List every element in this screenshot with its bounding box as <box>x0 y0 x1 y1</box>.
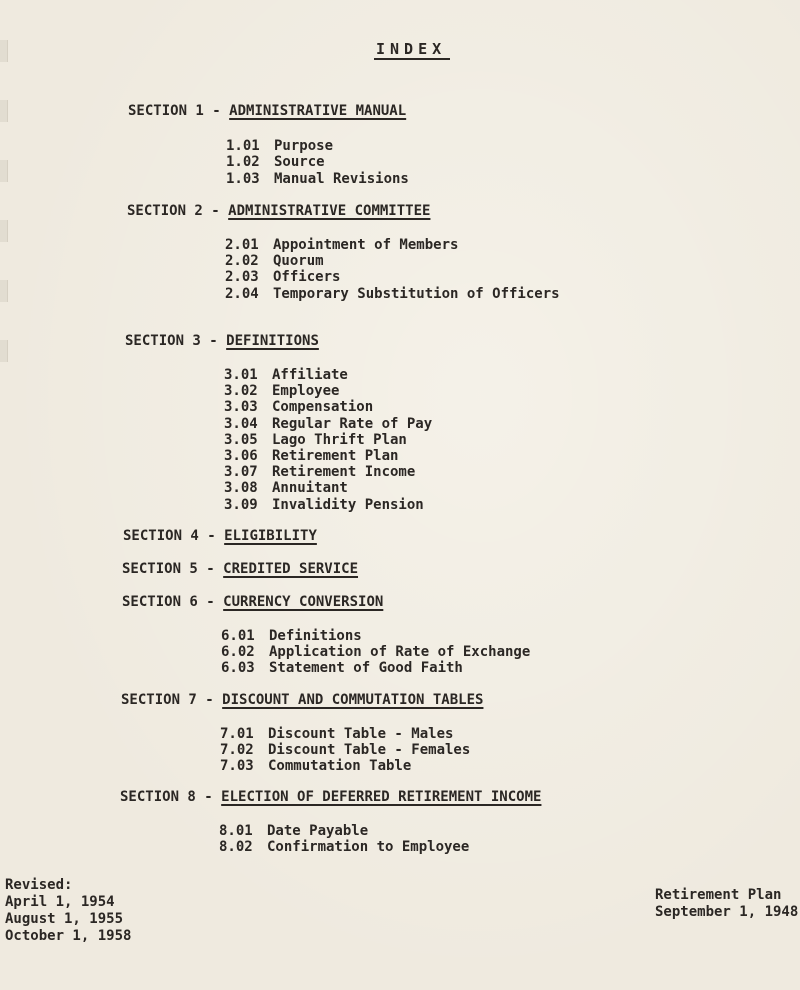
list-item <box>219 839 469 855</box>
item-text: Discount Table - Males <box>268 726 454 742</box>
item-number: 3.09 <box>224 497 258 513</box>
item-number: 8.01 <box>219 823 253 839</box>
list-item <box>225 269 340 285</box>
list-item <box>224 383 339 399</box>
list-item <box>220 726 453 742</box>
list-item <box>226 138 333 154</box>
item-text: Discount Table - Females <box>268 742 471 758</box>
list-item <box>225 237 458 253</box>
section-heading: CREDITED SERVICE <box>223 561 359 577</box>
binding-mark <box>0 160 8 182</box>
list-item <box>224 448 398 464</box>
list-item <box>220 742 470 758</box>
item-text: Appointment of Members <box>273 237 459 253</box>
item-number: 3.04 <box>224 416 258 432</box>
item-text: Lago Thrift Plan <box>272 432 407 448</box>
binding-mark <box>0 220 8 242</box>
list-item <box>225 286 560 302</box>
item-number: 7.01 <box>220 726 254 742</box>
item-text: Temporary Substitution of Officers <box>273 286 560 302</box>
item-text: Application of Rate of Exchange <box>269 644 531 660</box>
binding-mark <box>0 40 8 62</box>
list-item <box>221 644 530 660</box>
plan-footer <box>655 887 798 921</box>
item-text: Manual Revisions <box>274 171 409 187</box>
list-item <box>221 628 362 644</box>
binding-mark <box>0 340 8 362</box>
section-heading: DISCOUNT AND COMMUTATION TABLES <box>222 692 484 708</box>
item-number: 8.02 <box>219 839 253 855</box>
section-5 <box>122 561 358 577</box>
plan-date: September 1, 1948 <box>655 904 799 920</box>
section-1 <box>128 103 406 119</box>
list-item <box>221 660 463 676</box>
section-heading: ELECTION OF DEFERRED RETIREMENT INCOME <box>221 789 542 805</box>
list-item <box>224 464 415 480</box>
item-number: 3.03 <box>224 399 258 415</box>
section-heading: DEFINITIONS <box>226 333 319 349</box>
section-label: SECTION 5 - <box>122 561 215 577</box>
list-item <box>219 823 368 839</box>
list-item <box>220 758 411 774</box>
item-number: 3.02 <box>224 383 258 399</box>
item-text: Annuitant <box>272 480 348 496</box>
list-item <box>224 480 348 496</box>
section-7 <box>121 692 483 708</box>
item-number: 3.05 <box>224 432 258 448</box>
binding-mark <box>0 280 8 302</box>
item-number: 6.01 <box>221 628 255 644</box>
item-text: Retirement Plan <box>272 448 399 464</box>
section-label: SECTION 7 - <box>121 692 214 708</box>
item-number: 2.01 <box>225 237 259 253</box>
section-3 <box>125 333 319 349</box>
item-number: 1.02 <box>226 154 260 170</box>
revision-date: April 1, 1954 <box>5 894 115 910</box>
item-number: 2.04 <box>225 286 259 302</box>
list-item <box>224 497 424 513</box>
item-text: Confirmation to Employee <box>267 839 470 855</box>
revision-date: October 1, 1958 <box>5 928 132 944</box>
revision-date: August 1, 1955 <box>5 911 124 927</box>
revised-label: Revised: <box>5 877 73 893</box>
item-text: Quorum <box>273 253 324 269</box>
item-text: Retirement Income <box>272 464 416 480</box>
item-text: Date Payable <box>267 823 369 839</box>
item-number: 3.08 <box>224 480 258 496</box>
section-8 <box>120 789 541 805</box>
section-heading: ADMINISTRATIVE MANUAL <box>229 103 407 119</box>
item-text: Source <box>274 154 325 170</box>
item-number: 6.03 <box>221 660 255 676</box>
section-label: SECTION 3 - <box>125 333 218 349</box>
item-text: Officers <box>273 269 341 285</box>
list-item <box>224 367 348 383</box>
section-label: SECTION 4 - <box>123 528 216 544</box>
section-label: SECTION 8 - <box>120 789 213 805</box>
list-item <box>226 171 409 187</box>
list-item <box>224 399 373 415</box>
section-heading: ADMINISTRATIVE COMMITTEE <box>228 203 431 219</box>
section-heading: CURRENCY CONVERSION <box>223 594 384 610</box>
item-text: Definitions <box>269 628 362 644</box>
item-number: 3.06 <box>224 448 258 464</box>
item-text: Statement of Good Faith <box>269 660 463 676</box>
item-text: Commutation Table <box>268 758 412 774</box>
item-number: 1.03 <box>226 171 260 187</box>
item-text: Affiliate <box>272 367 348 383</box>
item-text: Employee <box>272 383 340 399</box>
list-item <box>225 253 324 269</box>
binding-mark <box>0 100 8 122</box>
item-text: Compensation <box>272 399 374 415</box>
section-label: SECTION 6 - <box>122 594 215 610</box>
section-heading: ELIGIBILITY <box>224 528 317 544</box>
item-number: 3.01 <box>224 367 258 383</box>
item-text: Invalidity Pension <box>272 497 424 513</box>
section-6 <box>122 594 383 610</box>
item-number: 3.07 <box>224 464 258 480</box>
item-number: 6.02 <box>221 644 255 660</box>
list-item <box>224 416 432 432</box>
item-number: 2.03 <box>225 269 259 285</box>
item-text: Regular Rate of Pay <box>272 416 433 432</box>
section-label: SECTION 2 - <box>127 203 220 219</box>
page-title: INDEX <box>376 40 447 58</box>
title-underline <box>374 58 450 60</box>
item-number: 7.03 <box>220 758 254 774</box>
list-item <box>224 432 407 448</box>
section-4 <box>123 528 317 544</box>
item-number: 2.02 <box>225 253 259 269</box>
item-text: Purpose <box>274 138 334 154</box>
item-number: 1.01 <box>226 138 260 154</box>
revision-dates <box>5 877 131 945</box>
section-label: SECTION 1 - <box>128 103 221 119</box>
list-item <box>226 154 325 170</box>
plan-name: Retirement Plan <box>655 887 782 903</box>
section-2 <box>127 203 430 219</box>
item-number: 7.02 <box>220 742 254 758</box>
